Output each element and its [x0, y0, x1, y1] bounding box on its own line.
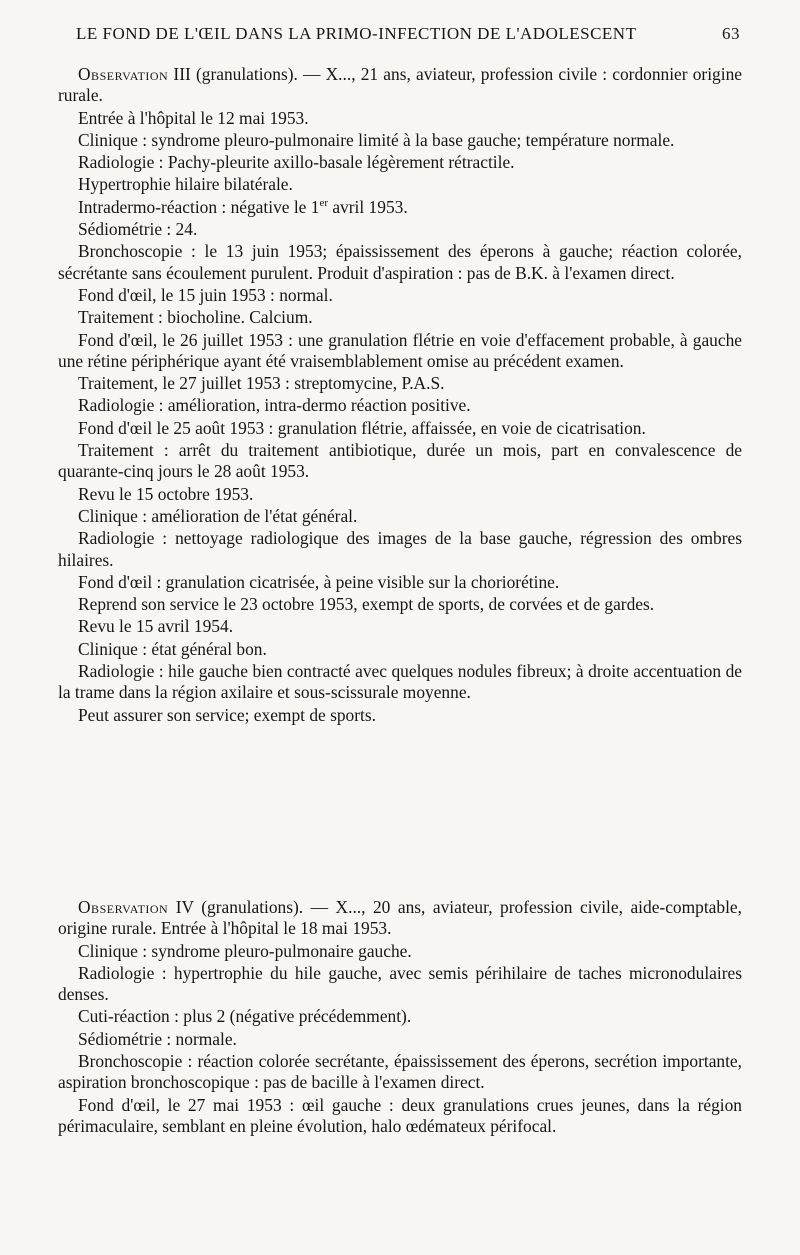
- paragraph: Fond d'œil, le 15 juin 1953 : normal.: [78, 284, 333, 305]
- observation-label: Observation: [78, 897, 169, 917]
- paragraph: Radiologie : Pachy-pleurite axillo-basale légèrement rétractile.: [78, 152, 515, 173]
- paragraph: Cuti-réaction : plus 2 (négative précédemment).: [78, 1006, 412, 1027]
- paragraph: Fond d'œil le 25 août 1953 : granulation flétrie, affaissée, en voie de cicatrisation.: [78, 417, 646, 438]
- intradermo-text-before: Intradermo-réaction : négative le 1: [78, 196, 320, 217]
- paragraph: Traitement : arrêt du traitement antibiotique, durée un mois, part en convalescence de quarante-cinq jours le 28 août 1953.: [58, 440, 742, 482]
- paragraph: Sédiométrie : 24.: [78, 219, 198, 240]
- observation-3: [58, 64, 742, 726]
- observation-4: [58, 897, 742, 1137]
- ordinal-superscript: er: [319, 196, 328, 209]
- paragraph: Revu le 15 octobre 1953.: [78, 483, 254, 504]
- paragraph: Clinique : syndrome pleuro-pulmonaire limité à la base gauche; température normale.: [78, 129, 675, 150]
- running-title: LE FOND DE L'ŒIL DANS LA PRIMO-INFECTION DE L'ADOLESCENT: [76, 24, 637, 43]
- paragraph: Reprend son service le 23 octobre 1953, exempt de sports, de corvées et de gardes.: [78, 594, 655, 615]
- intradermo-paragraph: [58, 197, 742, 218]
- paragraph: Clinique : état général bon.: [78, 638, 267, 659]
- page-number: 63: [722, 24, 740, 43]
- paragraph: Bronchoscopie : le 13 juin 1953; épaississement des éperons à gauche; réaction colorée, sécrétante sans écoulement purulent. Produit d'aspiration : pas de B.K. à l'examen direct.: [58, 241, 742, 283]
- paragraph: Hypertrophie hilaire bilatérale.: [78, 174, 293, 195]
- paragraph: Bronchoscopie : réaction colorée secrétante, épaississement des éperons, secrétion importante, aspiration bronchoscopique : pas de bacille à l'examen direct.: [58, 1051, 742, 1093]
- paragraph: Traitement, le 27 juillet 1953 : streptomycine, P.A.S.: [78, 373, 445, 394]
- observation-label: Observation: [78, 64, 169, 84]
- paragraph: Radiologie : amélioration, intra-dermo réaction positive.: [78, 395, 471, 416]
- intradermo-text-after: avril 1953.: [327, 196, 408, 217]
- paragraph: Revu le 15 avril 1954.: [78, 616, 234, 637]
- paragraph: Peut assurer son service; exempt de sports.: [78, 704, 376, 725]
- observation-4-intro: [58, 897, 742, 940]
- paragraph: Clinique : syndrome pleuro-pulmonaire gauche.: [78, 940, 412, 961]
- observation-3-intro: [58, 64, 742, 107]
- paragraph: Radiologie : hile gauche bien contracté avec quelques nodules fibreux; à droite accentuation de la trame dans la région axilaire et sous-scissurale moyenne.: [58, 661, 742, 703]
- paragraph: Entrée à l'hôpital le 12 mai 1953.: [78, 107, 309, 128]
- paragraph: Radiologie : hypertrophie du hile gauche, avec semis périhilaire de taches micronodulaires denses.: [58, 962, 742, 1005]
- observation-3-intro-text: III (granulations). — X..., 21 ans, aviateur, profession civile : cordonnier origine rurale.: [58, 64, 742, 106]
- paragraph: Radiologie : nettoyage radiologique des images de la base gauche, régression des ombres hilaires.: [58, 528, 742, 570]
- paragraph: Fond d'œil : granulation cicatrisée, à peine visible sur la choriorétine.: [78, 571, 560, 592]
- observation-4-intro-text: IV (granulations). — X..., 20 ans, aviateur, profession civile, aide-comptable, origine rurale. Entrée à l'hôpital le 18 mai 1953.: [58, 897, 742, 939]
- paragraph: Fond d'œil, le 26 juillet 1953 : une granulation flétrie en voie d'effacement probable, à gauche une rétine périphérique ayant été vraisemblablement omise au précédent examen.: [58, 329, 742, 371]
- paragraph: Fond d'œil, le 27 mai 1953 : œil gauche : deux granulations crues jeunes, dans la région périmaculaire, semblant en pleine évolution, halo œdémateux périfocal.: [58, 1094, 742, 1136]
- paragraph: Sédiométrie : normale.: [78, 1028, 237, 1049]
- paragraph: Clinique : amélioration de l'état général.: [78, 505, 358, 526]
- paragraph: Traitement : biocholine. Calcium.: [78, 307, 313, 328]
